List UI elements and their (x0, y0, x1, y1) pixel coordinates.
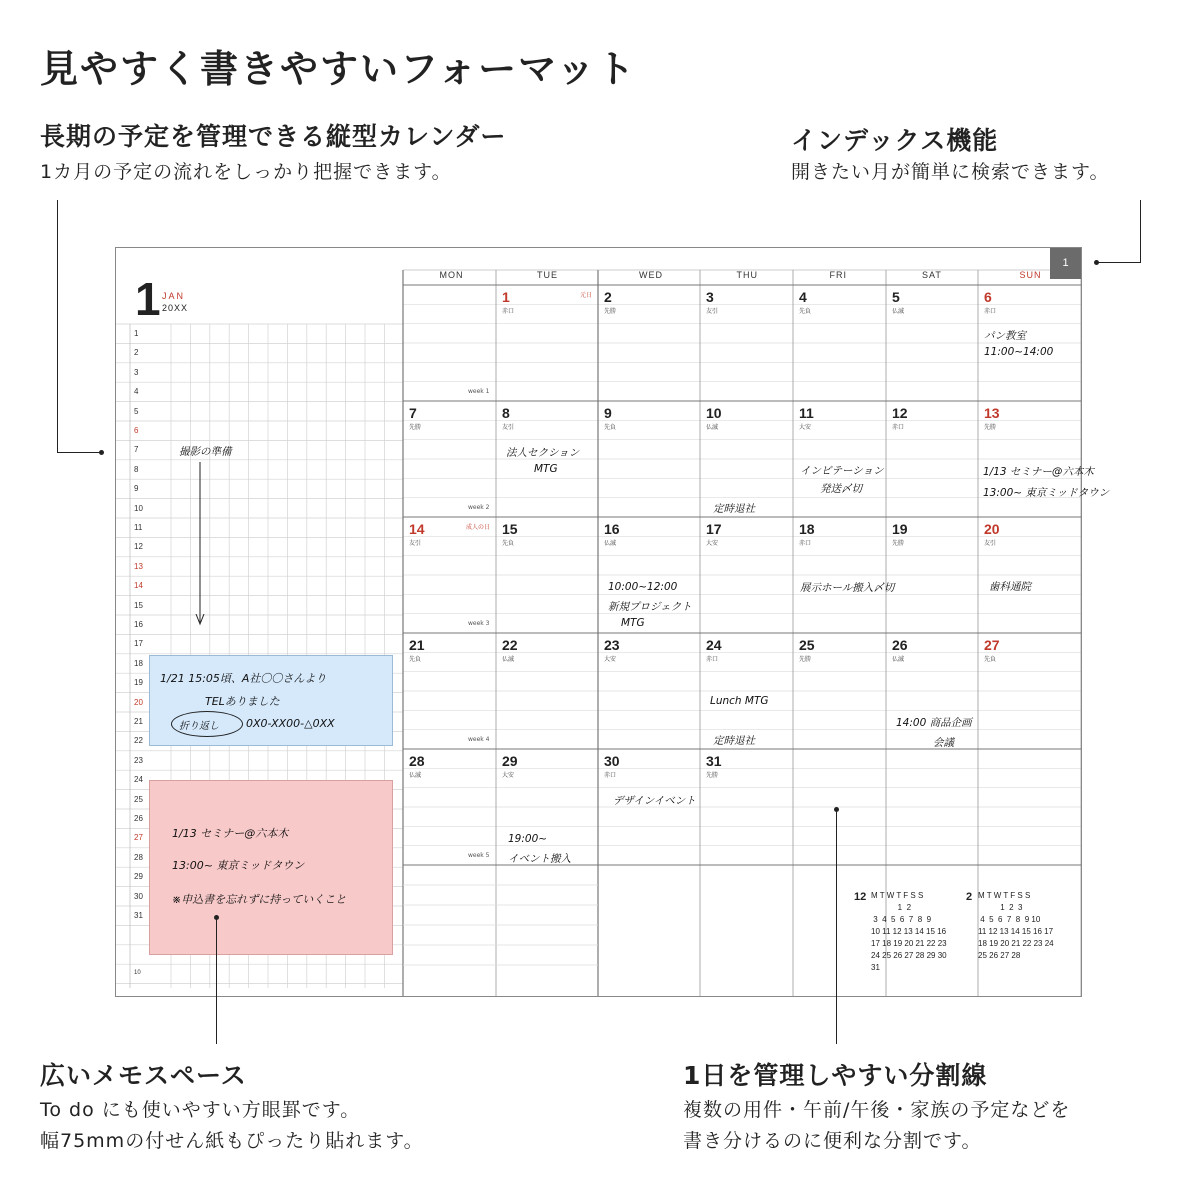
mini-cal-feb-row: 4 5 6 7 8 9 10 (978, 915, 1041, 924)
rokuyo-label: 先勝 (892, 540, 905, 547)
feature-divide-desc1: 複数の用件・午前/午後・家族の予定などを (683, 1099, 1071, 1121)
rokuyo-label: 先負 (502, 540, 515, 547)
page-headline: 見やすく書きやすいフォーマット (40, 47, 637, 91)
dow-mon: MON (439, 270, 464, 280)
week-label: week 2 (468, 504, 490, 511)
rokuyo-label: 先勝 (799, 656, 812, 663)
sticky-note-blue (149, 655, 393, 746)
mini-cal-dec-row: 3 4 5 6 7 8 9 (871, 915, 932, 924)
mini-cal-feb-row: 1 2 3 (978, 903, 1023, 912)
rokuyo-label: 赤口 (892, 424, 905, 431)
day-number[interactable]: 11 (799, 405, 814, 421)
row-number: 26 (134, 814, 143, 823)
mini-cal-feb-row: 18 19 20 21 22 23 24 (978, 939, 1054, 948)
row-number: 29 (134, 872, 143, 882)
handwritten-note: 発送〆切 (820, 483, 862, 495)
feature-memo-desc2: 幅75mmの付せん紙もぴったり貼れます。 (40, 1130, 424, 1152)
handwritten-note: 新規プロジェクト (608, 601, 692, 613)
row-number: 24 (134, 775, 143, 785)
day-number[interactable]: 17 (706, 521, 722, 537)
day-number[interactable]: 8 (502, 405, 510, 421)
row-number: 11 (134, 523, 143, 532)
rokuyo-label: 大安 (604, 656, 617, 663)
sticky-note-pink (149, 780, 393, 955)
handwritten-note: イベント搬入 (508, 853, 571, 865)
row-number: 30 (134, 891, 143, 901)
row-number: 20 (134, 697, 143, 707)
sticky-text: 折り返し (179, 721, 219, 732)
dow-fri: FRI (829, 270, 847, 280)
feature-divide-desc2: 書き分けるのに便利な分割です。 (683, 1130, 982, 1152)
handwritten-note: パン教室 (984, 330, 1026, 342)
row-number: 4 (134, 387, 139, 397)
day-number[interactable]: 3 (706, 289, 714, 305)
week-label: week 3 (468, 620, 490, 627)
mini-cal-dec-row: 31 (871, 963, 880, 972)
handwritten-note: 13:00~ 東京ミッドタウン (983, 487, 1110, 499)
row-number: 17 (134, 639, 143, 649)
day-number[interactable]: 27 (984, 637, 1000, 653)
day-number[interactable]: 2 (604, 289, 612, 305)
handwritten-note: MTG (534, 463, 558, 475)
feature-calendar-desc: 1カ月の予定の流れをしっかり把握できます。 (40, 161, 452, 183)
day-number[interactable]: 31 (706, 753, 722, 769)
row-number: 12 (134, 542, 143, 552)
dow-thu: THU (736, 270, 758, 280)
rokuyo-label: 仏滅 (892, 308, 905, 315)
rokuyo-label: 先勝 (706, 772, 719, 779)
mini-cal-feb-head: M T W T F S S (978, 891, 1031, 900)
handwritten-note: Lunch MTG (710, 695, 769, 707)
day-number[interactable]: 28 (409, 753, 425, 769)
handwritten-note: 1/13 セミナー@六本木 (983, 466, 1094, 478)
sticky-text: TELありました (205, 695, 280, 708)
row-number: 16 (134, 620, 143, 629)
feature-memo-desc1: To do にも使いやすい方眼罫です。 (40, 1099, 361, 1121)
handwritten-note: 14:00 商品企画 (896, 717, 972, 729)
day-number[interactable]: 9 (604, 405, 612, 421)
handwritten-note: 定時退社 (713, 503, 755, 515)
callout-dot (1094, 260, 1099, 265)
rokuyo-label: 友引 (502, 424, 515, 431)
row-number: 15 (134, 600, 143, 610)
day-number[interactable]: 12 (892, 405, 908, 421)
day-number[interactable]: 6 (984, 289, 992, 305)
handwritten-note: インビテーション (800, 465, 884, 477)
planner-spread (115, 247, 1110, 997)
feature-divide-title: 1日を管理しやすい分割線 (683, 1061, 988, 1090)
rokuyo-label: 仏滅 (502, 656, 515, 663)
feature-calendar-title: 長期の予定を管理できる縦型カレンダー (40, 122, 507, 151)
rokuyo-label: 友引 (409, 540, 422, 547)
day-number[interactable]: 13 (984, 405, 1000, 421)
mini-cal-dec-row: 1 2 (871, 903, 912, 912)
handwritten-note: 会議 (933, 737, 954, 749)
rokuyo-label: 赤口 (502, 308, 515, 315)
feature-memo-title: 広いメモスペース (40, 1061, 247, 1090)
handwritten-note: デザインイベント (613, 795, 696, 807)
mini-cal-dec-row: 24 25 26 27 28 29 30 (871, 951, 947, 960)
rokuyo-label: 大安 (799, 424, 812, 431)
row-number: 5 (134, 406, 139, 416)
callout-line (1097, 262, 1141, 263)
rokuyo-label: 先勝 (604, 308, 617, 315)
callout-dot (214, 915, 219, 920)
day-number[interactable]: 1 (502, 289, 510, 305)
rokuyo-label: 赤口 (706, 656, 719, 663)
handwritten-note: 撮影の準備 (179, 446, 232, 458)
dow-sun: SUN (1019, 270, 1042, 280)
rokuyo-label: 大安 (502, 772, 515, 779)
row-number: 13 (134, 561, 143, 571)
day-number[interactable]: 7 (409, 405, 417, 421)
rokuyo-label: 赤口 (604, 772, 617, 779)
feature-index-title: インデックス機能 (791, 126, 999, 155)
holiday-label: 成人の日 (466, 524, 491, 531)
rokuyo-label: 友引 (984, 540, 997, 547)
row-number: 3 (134, 367, 139, 377)
rokuyo-label: 赤口 (984, 308, 997, 315)
day-number[interactable]: 20 (984, 521, 1000, 537)
mini-cal-feb-row: 11 12 13 14 15 16 17 (978, 927, 1054, 936)
rokuyo-label: 友引 (706, 308, 719, 315)
week-label: week 4 (468, 736, 490, 743)
callout-line (836, 810, 837, 1044)
sticky-text: 1/13 セミナー@六本木 (172, 827, 289, 840)
sticky-text: ※申込書を忘れずに持っていくこと (172, 893, 347, 906)
day-number[interactable]: 24 (706, 637, 722, 653)
row-number: 9 (134, 484, 139, 494)
sticky-text: 1/21 15:05頃、A社〇〇さんより (160, 672, 327, 685)
dow-sat: SAT (922, 270, 942, 280)
row-number: 19 (134, 678, 143, 688)
row-number: 18 (134, 658, 143, 668)
handwritten-note: 歯科通院 (989, 581, 1031, 593)
mini-cal-dec-row: 17 18 19 20 21 22 23 (871, 939, 947, 948)
day-number[interactable]: 14 (409, 521, 425, 537)
callout-dot (99, 450, 104, 455)
day-number[interactable]: 22 (502, 637, 518, 653)
day-number[interactable]: 5 (892, 289, 900, 305)
handwritten-note: 展示ホール搬入〆切 (800, 582, 895, 594)
year-label: 20XX (162, 303, 189, 313)
mini-cal-feb-month: 2 (966, 891, 973, 903)
row-number: 8 (134, 464, 139, 474)
down-arrow-icon (194, 462, 206, 630)
rokuyo-label: 仏滅 (409, 772, 422, 779)
dow-wed: WED (639, 270, 663, 280)
holiday-label: 元日 (580, 292, 593, 299)
rokuyo-label: 仏滅 (604, 540, 617, 547)
week-label: week 1 (468, 388, 490, 395)
sticky-text: 0X0-XX00-△0XX (246, 717, 335, 730)
day-number[interactable]: 16 (604, 521, 620, 537)
row-number: 28 (134, 852, 143, 862)
callout-line (216, 918, 217, 1044)
rokuyo-label: 仏滅 (892, 656, 905, 663)
day-number[interactable]: 4 (799, 289, 807, 305)
month-number: 1 (135, 273, 161, 325)
row-number: 27 (134, 833, 143, 843)
rokuyo-label: 先勝 (984, 424, 997, 431)
row-number: 10 (134, 503, 143, 513)
callout-line (57, 452, 100, 453)
week-label: week 5 (468, 852, 490, 859)
day-number[interactable]: 15 (502, 521, 518, 537)
dow-tue: TUE (537, 270, 558, 280)
row-number: 31 (134, 911, 143, 920)
row-number: 7 (134, 445, 139, 455)
handwritten-note: 定時退社 (713, 735, 755, 747)
row-number: 21 (134, 717, 143, 726)
day-number[interactable]: 10 (706, 405, 722, 421)
handwritten-note: MTG (621, 617, 645, 629)
callout-line (57, 200, 58, 453)
rokuyo-label: 先負 (799, 308, 812, 315)
mini-cal-dec-month: 12 (854, 891, 867, 903)
row-number: 1 (134, 329, 139, 338)
row-number: 2 (134, 348, 139, 358)
handwritten-note: 19:00~ (508, 833, 548, 845)
index-tab[interactable]: 1 (1050, 248, 1081, 279)
day-number[interactable]: 29 (502, 753, 518, 769)
callout-line (1140, 200, 1141, 263)
row-number: 10 (134, 970, 141, 977)
day-number[interactable]: 25 (799, 637, 815, 653)
rokuyo-label: 大安 (706, 540, 719, 547)
day-number[interactable]: 23 (604, 637, 620, 653)
rokuyo-label: 先負 (984, 656, 997, 663)
day-number[interactable]: 30 (604, 753, 620, 769)
handwritten-note: 11:00~14:00 (984, 346, 1054, 358)
callout-dot (834, 807, 839, 812)
rokuyo-label: 先勝 (409, 424, 422, 431)
row-number: 14 (134, 581, 143, 591)
row-number: 6 (134, 426, 139, 435)
row-number: 22 (134, 736, 143, 746)
row-number: 25 (134, 794, 143, 804)
rokuyo-label: 先負 (604, 424, 617, 431)
handwritten-note: 法人セクション (506, 447, 580, 459)
day-number[interactable]: 21 (409, 637, 425, 653)
rokuyo-label: 仏滅 (706, 424, 719, 431)
rokuyo-label: 赤口 (799, 540, 812, 547)
row-number: 23 (134, 755, 143, 765)
mini-cal-feb-row: 25 26 27 28 (978, 951, 1021, 960)
mini-cal-dec-head: M T W T F S S (871, 891, 924, 900)
day-number[interactable]: 18 (799, 521, 815, 537)
sticky-text: 13:00~ 東京ミッドタウン (172, 859, 305, 872)
handwritten-note: 10:00~12:00 (608, 581, 678, 593)
rokuyo-label: 先負 (409, 656, 422, 663)
mini-cal-dec-row: 10 11 12 13 14 15 16 (871, 927, 947, 936)
day-number[interactable]: 19 (892, 521, 908, 537)
month-abbr: JAN (162, 291, 186, 301)
day-number[interactable]: 26 (892, 637, 908, 653)
feature-index-desc: 開きたい月が簡単に検索できます。 (791, 161, 1110, 183)
